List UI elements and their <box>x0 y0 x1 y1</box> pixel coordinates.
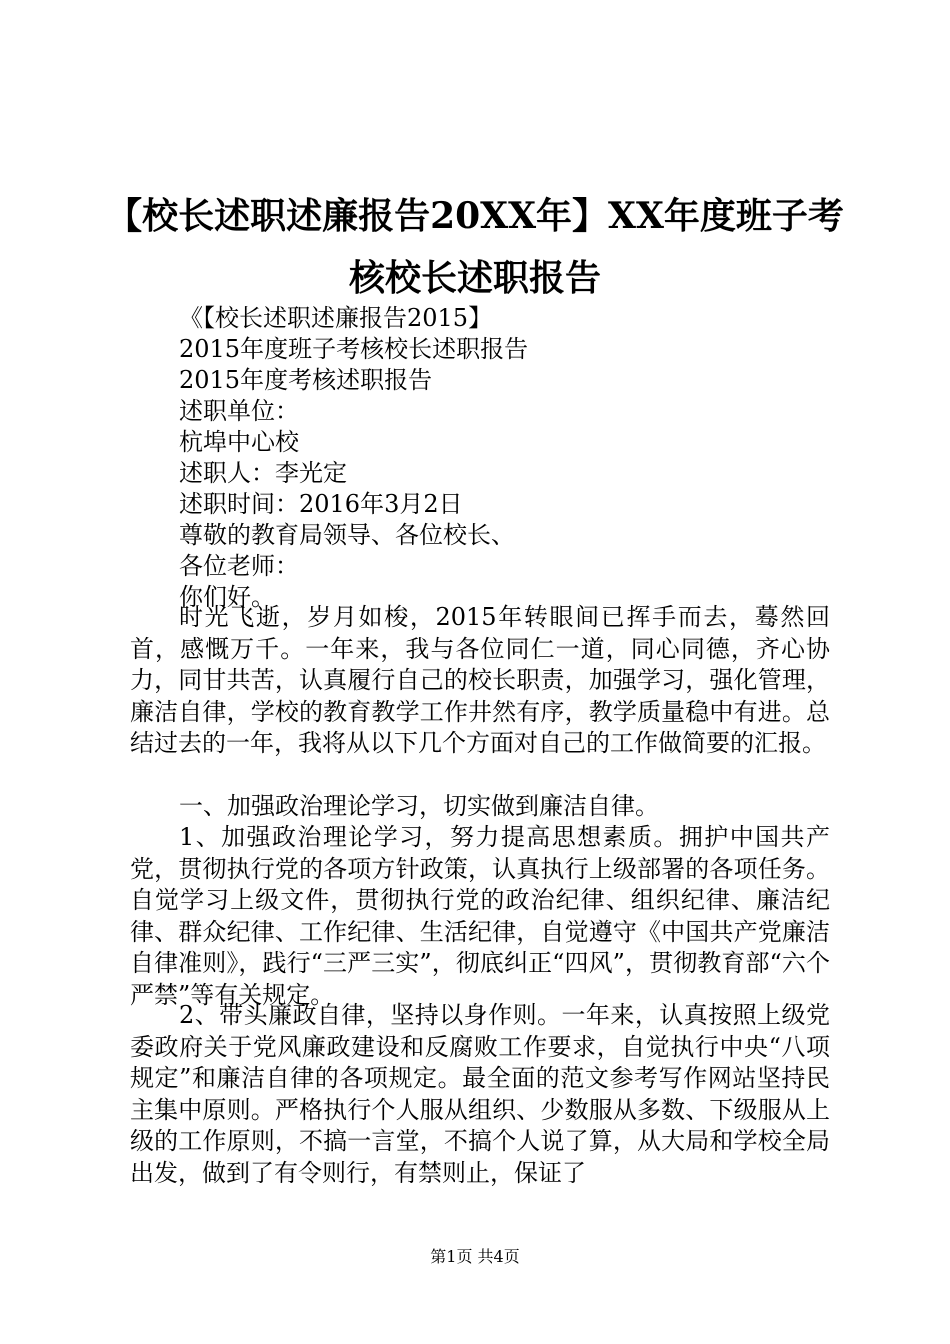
section-heading: 一、加强政治理论学习，切实做到廉洁自律。 <box>179 792 659 820</box>
body-paragraph: 2、带头廉政自律，坚持以身作则。一年来，认真按照上级党委政府关于党风廉政建设和反腐败工作要求，自觉执行中央“八项规定”和廉洁自律的各项规定。最全面的范文参考写作网站坚持民主集中原则。严格执行个人服从组织、少数服从多数、下级服从上级的工作原则，不搞一言堂，不搞个人说了算，从大局和学校全局出发，做到了有令则行，有禁则止，保证了 <box>130 1001 830 1187</box>
header-line: 各位老师： <box>179 552 299 580</box>
header-line: 尊敬的教育局领导、各位校长、 <box>179 521 515 549</box>
document-title-line-1: 【校长述职述廉报告20XX年】XX年度班子考 <box>106 195 844 237</box>
header-line: 述职人：李光定 <box>179 459 347 487</box>
page-footer: 第1页 共4页 <box>430 1247 520 1266</box>
body-paragraph: 1、加强政治理论学习，努力提高思想素质。拥护中国共产党，贯彻执行党的各项方针政策，认真执行上级部署的各项任务。自觉学习上级文件，贯彻执行党的政治纪律、组织纪律、廉洁纪律、群众纪律、工作纪律、生活纪律，自觉遵守《中国共产党廉洁自律准则》，践行“三严三实”，彻底纠正“四风”，贯彻教育部“六个严禁”等有关规定。 <box>130 823 830 1009</box>
header-line: 《【校长述职述廉报告2015】 <box>179 304 493 332</box>
body-paragraph: 时光飞逝，岁月如梭，2015年转眼间已挥手而去，蓦然回首，感慨万千。一年来，我与各位同仁一道，同心同德，齐心协力，同甘共苦，认真履行自己的校长职责，加强学习，强化管理，廉洁自律，学校的教育教学工作井然有序，教学质量稳中有进。总结过去的一年，我将从以下几个方面对自己的工作做简要的汇报。 <box>130 603 830 757</box>
header-line: 2015年度班子考核校长述职报告 <box>179 335 529 363</box>
header-line: 2015年度考核述职报告 <box>179 366 433 394</box>
header-line: 述职单位： <box>179 397 299 425</box>
header-line: 述职时间：2016年3月2日 <box>179 490 463 518</box>
document-title-line-2: 核校长述职报告 <box>348 257 601 299</box>
header-line: 你们好。 <box>179 583 275 611</box>
header-line: 杭埠中心校 <box>179 428 299 456</box>
